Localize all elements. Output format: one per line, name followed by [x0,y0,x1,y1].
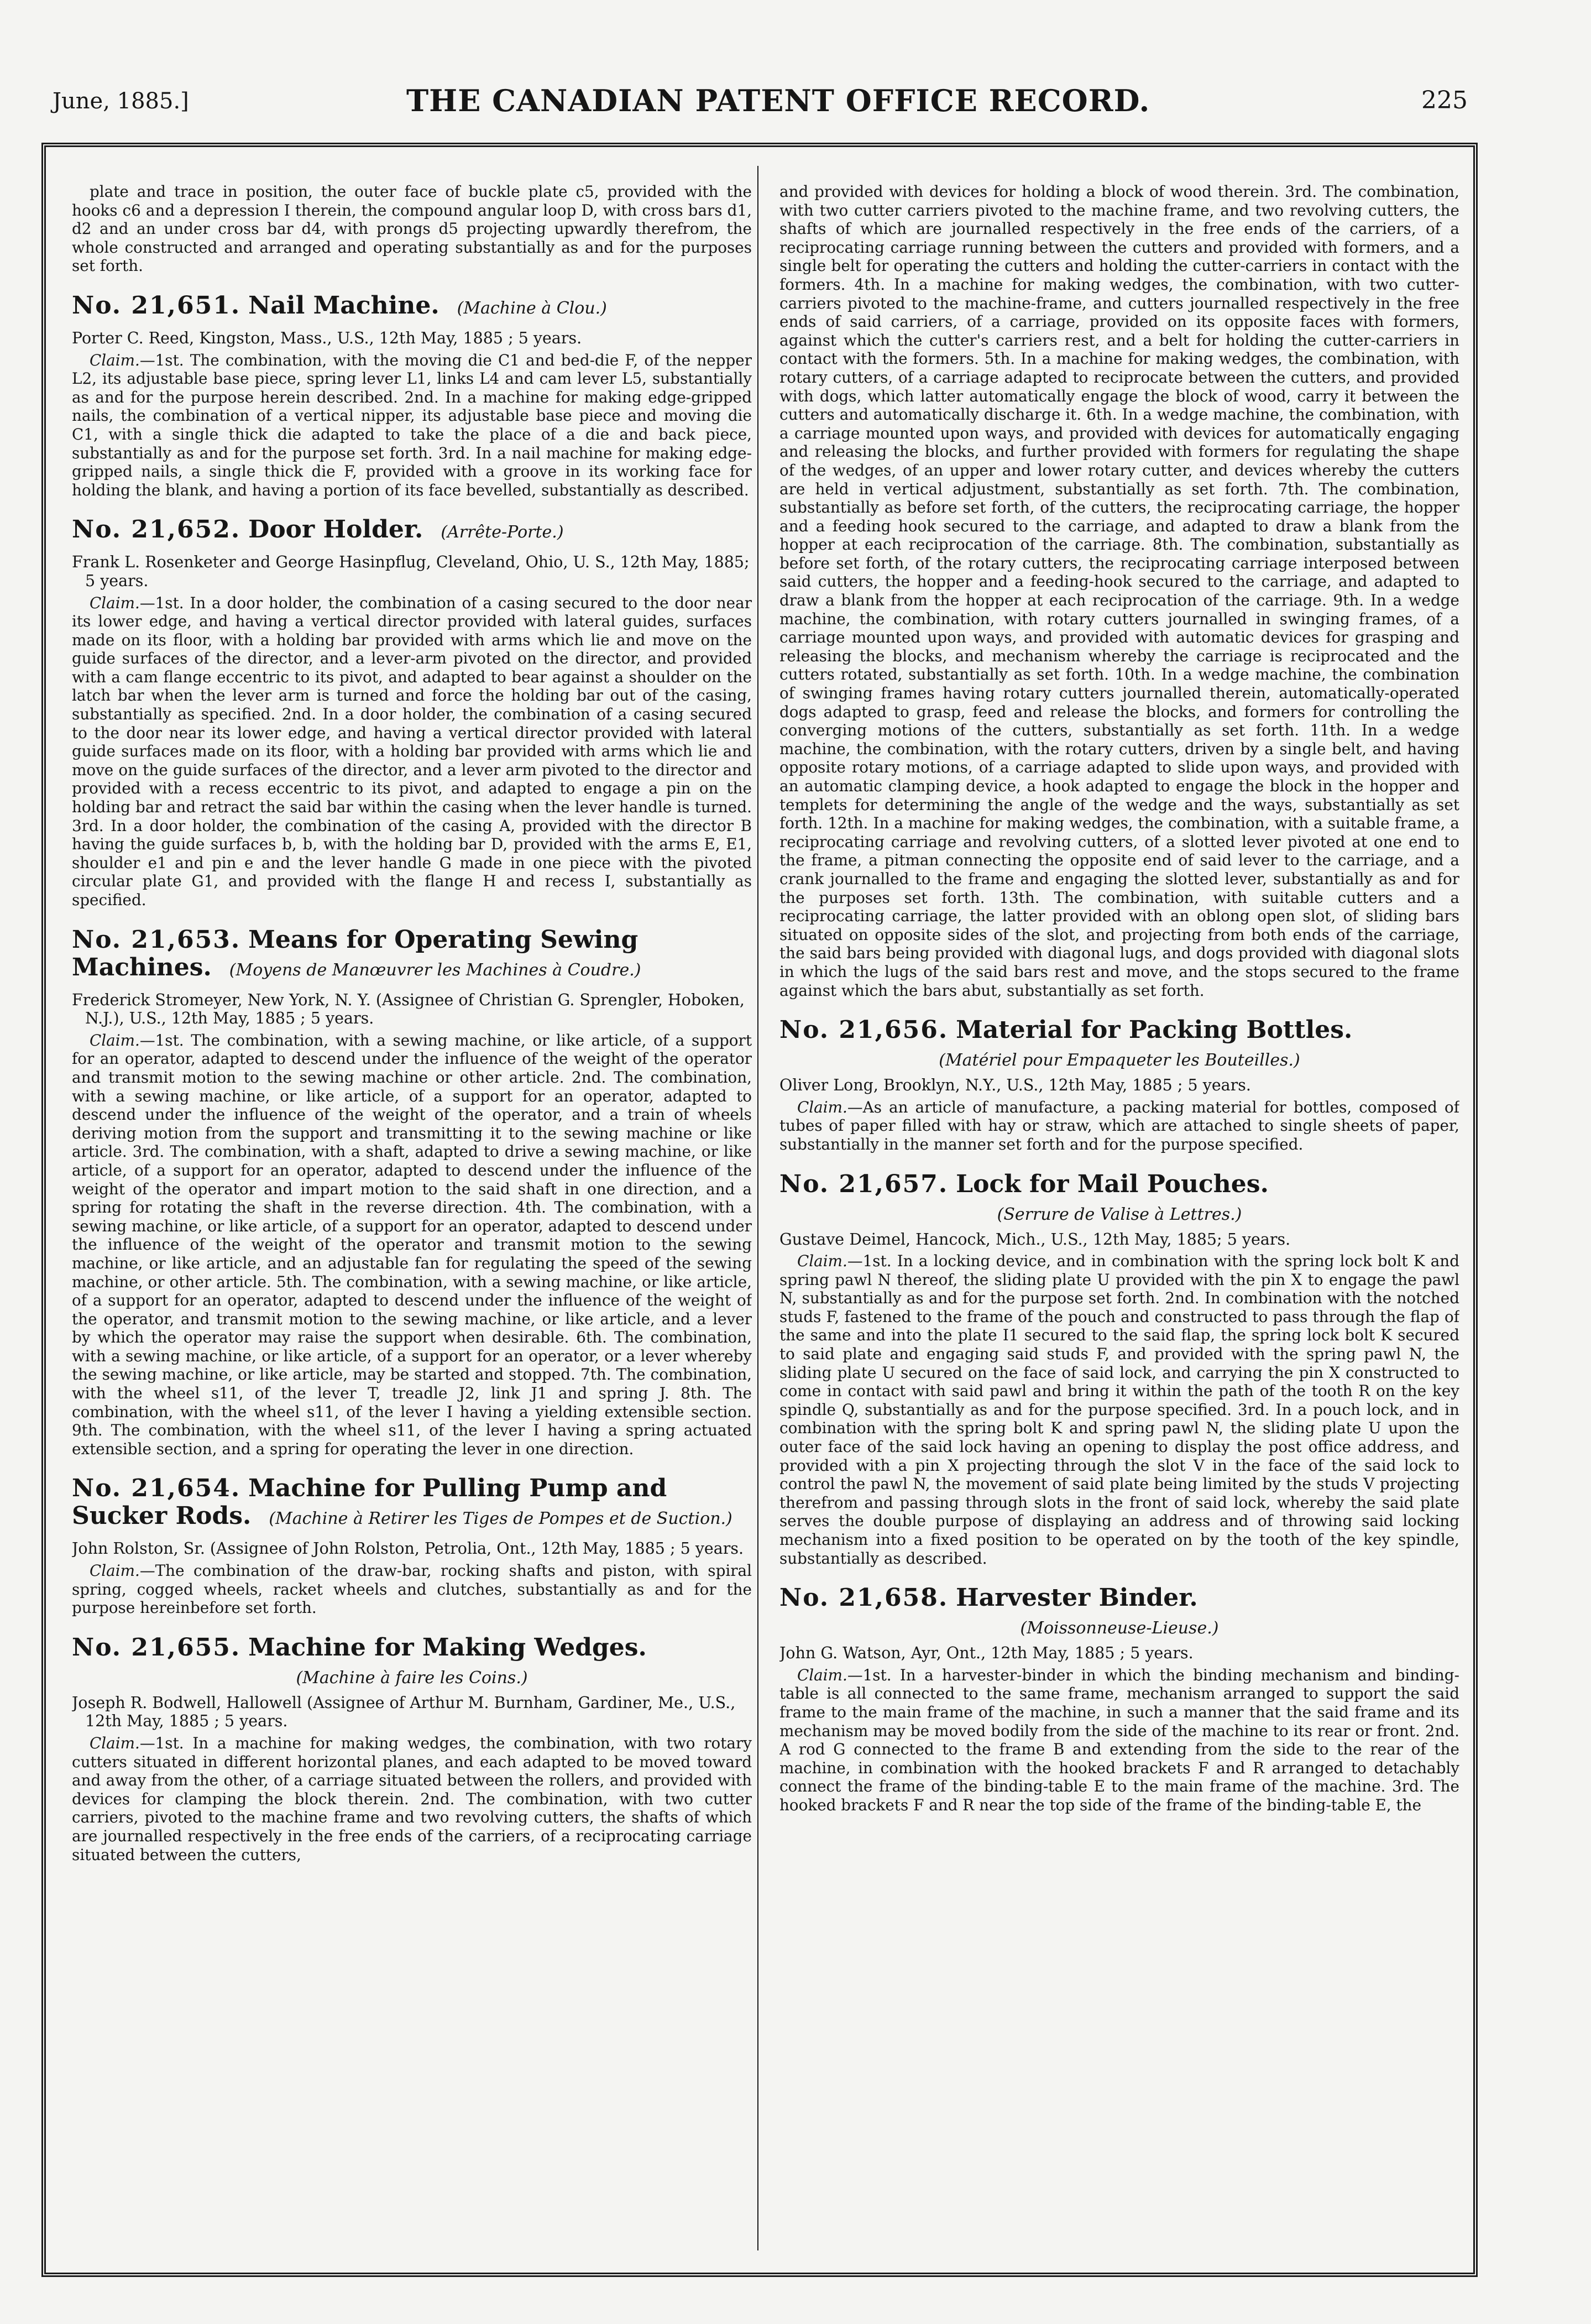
patent-french-title: (Arrête-Porte.) [441,523,564,542]
entry-heading [72,292,752,322]
patent-number: No. 21,653. [72,925,241,954]
entry-heading [72,516,752,546]
claim-text [72,1031,752,1459]
inventor-line: Frank L. Rosenketer and George Hasinpflug, Cleveland, Ohio, U. S., 12th May, 1885; 5 years. [72,553,750,590]
claim-label: Claim. [90,1561,140,1580]
inventor-line: Porter C. Reed, Kingston, Mass., U.S., 12th May, 1885 ; 5 years. [72,328,582,347]
patent-title: Material for Packing Bottles. [956,1016,1353,1045]
patent-title: Door Holder. [248,515,423,544]
patent-french-title: (Machine à faire les Coins.) [296,1668,528,1688]
patent-number: No. 21,657. [779,1169,949,1198]
inventor-line: Oliver Long, Brooklyn, N.Y., U.S., 12th May, 1885 ; 5 years. [779,1076,1251,1095]
inventor-line: Gustave Deimel, Hancock, Mich., U.S., 12th May, 1885; 5 years. [779,1230,1291,1249]
patent-entry-21655 [72,1634,752,1864]
continued-text: plate and trace in position, the outer face of buckle plate c5, provided with the hooks c6 and a depression I therein, the compound angular loop D, with cross bars d1, d2 and an under cross bar d4, with prongs d5 projecting upwardly therefrom, the whole constructed and arranged and operating substantially as and for the purposes set forth. [72,182,752,275]
claim-body: —1st. In a harvester-binder in which the binding mechanism and binding-table is all connected to the same frame, mechanism arranged to support the said frame to the main frame of the machine, in such a manner that the said frame and its mechanism may be moved bodily from the side of the machine to its rear or front. 2nd. A rod G connected to the frame B and extending from the side to the rear of the machine, in combination with the hooked brackets F and R arranged to detachably connect the frame of the binding-table E to the main frame of the machine. 3rd. The hooked brackets F and R near the top side of the frame of the binding-table E, the [779,1665,1459,1814]
journal-title: THE CANADIAN PATENT OFFICE RECORD. [406,83,1150,118]
claim-body: —As an article of manufacture, a packing material for bottles, composed of tubes of paper filled with hay or straw, which are attached to single sheets of paper, substantially in the manner set forth and for the purpose specified. [779,1098,1459,1153]
column-divider [757,166,758,2250]
patent-french-title: (Matériel pour Empaqueter les Bouteilles.) [939,1051,1300,1070]
claim-label: Claim. [90,593,140,612]
patent-title: Lock for Mail Pouches. [956,1169,1269,1198]
patent-number: No. 21,655. [72,1633,241,1662]
page-number: 225 [1421,86,1468,114]
right-column [779,182,1459,2239]
left-column [72,182,752,2239]
inventor-line: Joseph R. Bodwell, Hallowell (Assignee of Arthur M. Burnham, Gardiner, Me., U.S., 12th May, 1885 ; 5 years. [72,1693,736,1731]
claim-body: —1st. In a locking device, and in combination with the spring lock bolt K and spring pawl N thereof, the sliding plate U provided with the pin X to engage the pawl N, substantially as and for the purpose set forth. 2nd. In combination with the notched studs F, fastened to the frame of the pouch and constructed to pass through the flap of the same and into the plate I1 secured to the said flap, the spring lock bolt K secured to said plate and engaging said studs F, and provided with the spring pawl N, the sliding plate U secured on the face of said lock, and carrying the pin X constructed to come in contact with said pawl and bring it within the path of the tooth R on the key spindle Q, substantially as and for the purpose specified. 3rd. In a pouch lock, and in combination with the spring bolt K and spring pawl N, the sliding plate U upon the outer face of the said lock having an opening to display the post office address, and provided with a pin X projecting through the slot V in the face of the said lock to control the pawl N, the movement of said plate being limited by the studs V projecting therefrom and passing through slots in the front of said lock, whereby the said plate serves the double purpose of displaying an address and of throwing said locking mechanism into a fixed position to be operated on by the tooth of the key spindle, substantially as described. [779,1252,1459,1568]
claim-body: —1st. The combination, with a sewing machine, or like article, of a support for an operator, adapted to descend under the influence of the weight of the operator and transmit motion to the sewing machine or other article. 2nd. The combination, with a sewing machine, or like article, of a support for an operator, adapted to descend under the influence of the weight of the operator, and a train of wheels deriving motion from the support and transmitting it to the sewing machine or like article. 3rd. The combination, with a shaft, adapted to drive a sewing machine, or like article, of a support for an operator, adapted to descend under the influence of the weight of the operator and impart motion to the said shaft in one direction, and a spring for rotating the shaft in the reverse direction. 4th. The combination, with a sewing machine, or like article, of a support for an operator, adapted to descend under the influence of the weight of the operator and transmit motion to the sewing machine, or like article, and an adjustable fan for regulating the speed of the sewing machine, or other article. 5th. The combination, with a sewing machine, or like article, of a support for an operator, adapted to descend under the influence of the weight of the operator, and transmit motion to the sewing machine, or like article, and a lever by which the operator may raise the support when desirable. 6th. The combination, with a sewing machine, or like article, of a support for an operator, or a lever whereby the sewing machine, or like article, may be started and stopped. 7th. The combination, with the wheel s11, of the lever T, treadle J2, link J1 and spring J. 8th. The combination, with the wheel s11, of the lever I having a yielding extensible section. 9th. The combination, with the wheel s11, of the lever I having a spring actuated extensible section, and a spring for operating the lever in one direction. [72,1031,752,1458]
claim-body: —1st. In a door holder, the combination of a casing secured to the door near its lower edge, and having a vertical director provided with lateral guides, surfaces made on its floor, with a holding bar provided with arms which lie and move on the guide surfaces of the director, and a lever-arm pivoted on the director, and provided with a cam flange eccentric to its pivot, and adapted to bear against a shoulder on the latch bar when the lever arm is turned and force the holding bar out of the casing, substantially as specified. 2nd. In a door holder, the combination of a casing secured to the door near its lower edge, and having a vertical director provided with lateral guide surfaces made on its floor, with a holding bar provided with arms which lie and move on the guide surfaces of the director, and a lever arm pivoted to the director and provided with a recess eccentric to its pivot, and adapted to engage a pin on the holding bar and retract the said bar within the casing when the lever handle is turned. 3rd. In a door holder, the combination of the casing A, provided with the director B having the guide surfaces b, b, with the holding bar D, provided with the arms E, E1, shoulder e1 and pin e and the lever handle G made in one piece with the pivoted circular plate G1, and provided with the flange H and recess I, substantially as specified. [72,593,752,909]
patent-title: Machine for Making Wedges. [248,1633,647,1662]
claim-body: —The combination of the draw-bar, rocking shafts and piston, with spiral spring, cogged wheels, racket wheels and clutches, substantially as and for the purpose hereinbefore set forth. [72,1561,752,1617]
patent-number: No. 21,651. [72,291,241,320]
patent-title: Harvester Binder. [956,1584,1198,1612]
patent-entry-21652 [72,516,752,909]
patent-entry-21653 [72,926,752,1459]
entry-heading [72,1475,752,1533]
claim-body: —1st. In a machine for making wedges, the combination, with two rotary cutters situated in different horizontal planes, and each adapted to be moved toward and away from the other, of a carriage situated between the rollers, and provided with devices for clamping the block therein. 2nd. The combination, with two cutter carriers, pivoted to the machine frame and two revolving cutters, the shafts of which are journalled respectively in the free ends of the carriers, of a reciprocating carriage situated between the cutters, [72,1734,752,1864]
continued-text: and provided with devices for holding a block of wood therein. 3rd. The combination, with two cutter carriers pivoted to the machine frame, and two revolving cutters, the shafts of which are journalled respectively in the free ends of the carriers, of a reciprocating carriage running between the cutters and provided with formers, and a single belt for operating the cutters and holding the cutter-carriers in contact with the formers. 4th. In a machine for making wedges, the combination, with two cutter-carriers pivoted to the machine-frame, and cutters journalled respectively in the free ends of said carriers, of a carriage, provided on its opposite faces with formers, against which the cutter's carriers rest, and a belt for holding the cutter-carriers in contact with the formers. 5th. In a machine for making wedges, the combination, with rotary cutters, of a carriage adapted to reciprocate between the cutters, and provided with dogs, which latter automatically engage the block of wood, carry it between the cutters and automatically discharge it. 6th. In a wedge machine, the combination, with a carriage mounted upon ways, and provided with devices for automatically engaging and releasing the blocks, and further provided with formers for regulating the shape of the wedges, of an upper and lower rotary cutter, and devices whereby the cutters are held in vertical adjustment, substantially as set forth. 7th. The combination, substantially as before set forth, of the cutters, the reciprocating carriage, the hopper and a feeding hook secured to the carriage, and adapted to draw a blank from the hopper at each reciprocation of the carriage. 8th. The combination, substantially as before set forth, of the rotary cutters, the reciprocating carriage interposed between said cutters, the hopper and a feeding-hook secured to the carriage, and adapted to draw a blank from the hopper at each reciprocation of the carriage. 9th. In a wedge machine, the combination, with rotary cutters journalled in swinging frames, of a carriage mounted upon ways, and provided with automatic devices for grasping and releasing the blocks, and mechanism whereby the carriage is reciprocated and the cutters rotated, substantially as set forth. 10th. In a wedge machine, the combination of swinging frames having rotary cutters journalled therein, automatically-operated dogs adapted to grasp, feed and release the blocks, and formers for controlling the converging motions of the cutters, substantially as set forth. 11th. In a wedge machine, the combination, with the rotary cutters, driven by a single belt, and having opposite rotary motions, of a carriage adapted to slide upon ways, and provided with an automatic clamping device, a hook adapted to engage the block in the hopper and templets for determining the angle of the wedge and the ways, substantially as set forth. 12th. In a machine for making wedges, the combination, with a suitable frame, a reciprocating carriage and revolving cutters, of a slotted lever pivoted at one end to the frame, a pitman connecting the opposite end of said lever to the carriage, and a crank journalled to the frame and engaging the slotted lever, substantially as and for the purposes set forth. 13th. The combination, with suitable cutters and a reciprocating carriage, the latter provided with an oblong open slot, of sliding bars situated on opposite sides of the slot, and projecting from both ends of the carriage, the said bars being provided with diagonal lugs, and dogs provided with diagonal slots in which the lugs of the said bars rest and move, and the stops secured to the frame against which the bars abut, substantially as set forth. [779,182,1459,1000]
patent-number: No. 21,656. [779,1016,949,1045]
claim-label: Claim. [797,1252,847,1271]
patent-french-title: (Moissonneuse-Lieuse.) [1020,1618,1219,1638]
patent-french-title: (Machine à Retirer les Tiges de Pompes et de Suction.) [269,1509,732,1529]
claim-label: Claim. [90,351,140,369]
issue-date: June, 1885.] [53,88,189,114]
claim-text [72,1561,752,1617]
claim-text [779,1252,1459,1568]
patent-title: Nail Machine. [248,291,439,320]
patent-number: No. 21,652. [72,515,241,544]
entry-heading [72,926,752,984]
claim-text [779,1098,1459,1154]
patent-number: No. 21,654. [72,1474,241,1503]
claim-body: —1st. The combination, with the moving die C1 and bed-die F, of the nepper L2, its adjustable base piece, spring lever L1, links L4 and cam lever L5, substantially as and for the purpose herein described. 2nd. In a machine for making edge-gripped nails, the combination of a vertical nipper, its adjustable base piece and moving die C1, with a single thick die adapted to take the place of a die and back piece, substantially as and for the purpose set forth. 3rd. In a nail machine for making edge-gripped nails, a single thick die F, provided with a groove in its working face for holding the blank, and having a portion of its face bevelled, substantially as described. [72,351,752,499]
inventor-line: John Rolston, Sr. (Assignee of John Rolston, Petrolia, Ont., 12th May, 1885 ; 5 years. [72,1539,744,1558]
inventor-line: John G. Watson, Ayr, Ont., 12th May, 1885 ; 5 years. [779,1644,1194,1663]
claim-label: Claim. [90,1734,140,1752]
entry-heading [72,1634,752,1662]
patent-entry-21651 [72,292,752,499]
running-head [53,83,1468,127]
inventor-line: Frederick Stromeyer, New York, N. Y. (Assignee of Christian G. Sprengler, Hoboken, N.J.), U.S., 12th May, 1885 ; 5 years. [72,990,745,1028]
patent-entry-21657 [779,1171,1459,1568]
claim-label: Claim. [797,1098,847,1116]
patent-french-title: (Moyens de Manœuvrer les Machines à Coudre.) [229,960,641,980]
claim-text [779,1666,1459,1815]
claim-label: Claim. [90,1031,140,1049]
claim-text [72,1734,752,1864]
patent-number: No. 21,658. [779,1584,949,1612]
entry-heading [779,1171,1459,1198]
claim-text [72,351,752,500]
patent-entry-21656 [779,1016,1459,1153]
patent-title: Means for Operating Sewing Machines. [72,925,639,981]
claim-label: Claim. [797,1665,847,1684]
entry-heading [779,1016,1459,1044]
patent-entry-21658 [779,1584,1459,1814]
patent-french-title: (Machine à Clou.) [457,298,607,318]
claim-text [72,594,752,910]
patent-entry-21654 [72,1475,752,1617]
entry-heading [779,1584,1459,1612]
patent-french-title: (Serrure de Valise à Lettres.) [997,1204,1242,1224]
patent-title: Machine for Pulling Pump and Sucker Rods. [72,1474,667,1531]
